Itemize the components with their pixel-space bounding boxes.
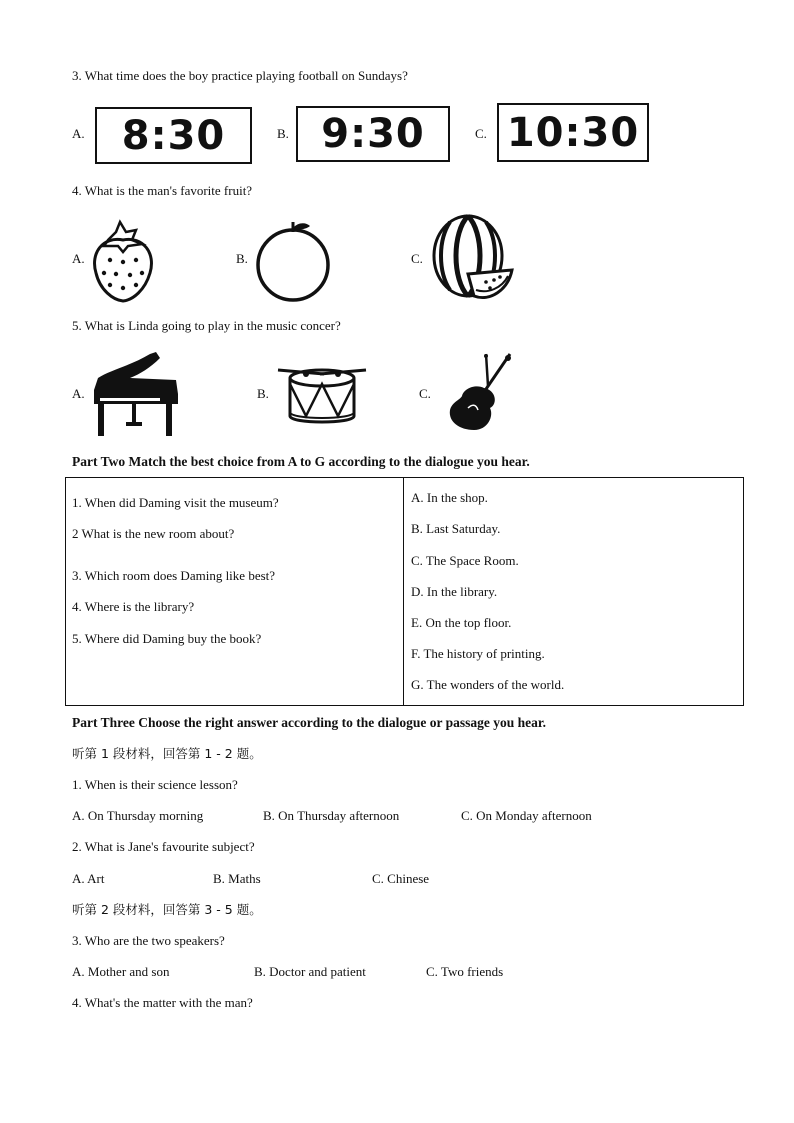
- match-question-5: 5. Where did Daming buy the book?: [72, 631, 262, 646]
- clock-10-30: 10:30: [497, 103, 649, 162]
- match-choice-b: B. Last Saturday.: [411, 521, 501, 536]
- p3-q1-option-b: B. On Thursday afternoon: [263, 808, 400, 823]
- match-question-1: 1. When did Daming visit the museum?: [72, 495, 279, 510]
- strawberry-icon: [88, 218, 158, 303]
- matching-table-divider: [403, 477, 404, 706]
- q3-option-a-label: A.: [72, 126, 85, 141]
- p3-q3-option-c: C. Two friends: [426, 964, 504, 979]
- q5-option-c-label: C.: [419, 386, 431, 401]
- q5-option-b-label: B.: [257, 386, 269, 401]
- match-choice-d: D. In the library.: [411, 584, 498, 599]
- clock-8-30: 8:30: [95, 107, 252, 164]
- p3-question-3: 3. Who are the two speakers?: [72, 933, 225, 948]
- section-1-instruction: 听第 1 段材料，回答第 1 - 2 题。: [72, 746, 262, 761]
- match-choice-e: E. On the top floor.: [411, 615, 512, 630]
- apple-icon: [252, 220, 334, 302]
- p3-question-4: 4. What's the matter with the man?: [72, 995, 253, 1010]
- section-2-instruction: 听第 2 段材料，回答第 3 - 5 题。: [72, 902, 262, 917]
- q5-question: 5. What is Linda going to play in the music concer?: [72, 318, 341, 333]
- q3-option-c-label: C.: [475, 126, 487, 141]
- p3-q3-option-a: A. Mother and son: [72, 964, 170, 979]
- p3-q3-option-b: B. Doctor and patient: [254, 964, 366, 979]
- clock-9-30: 9:30: [296, 106, 450, 162]
- match-question-2: 2 What is the new room about?: [72, 526, 235, 541]
- q4-option-a-label: A.: [72, 251, 85, 266]
- violin-icon: [440, 352, 516, 434]
- q3-option-b-label: B.: [277, 126, 289, 141]
- match-choice-g: G. The wonders of the world.: [411, 677, 565, 692]
- p3-q1-option-a: A. On Thursday morning: [72, 808, 204, 823]
- match-choice-f: F. The history of printing.: [411, 646, 545, 661]
- p3-q2-option-a: A. Art: [72, 871, 105, 886]
- q4-option-b-label: B.: [236, 251, 248, 266]
- watermelon-icon: [430, 212, 515, 304]
- q5-option-a-label: A.: [72, 386, 85, 401]
- matching-table: [65, 477, 744, 706]
- match-question-3: 3. Which room does Daming like best?: [72, 568, 276, 583]
- p3-q2-option-c: C. Chinese: [372, 871, 430, 886]
- p3-q2-option-b: B. Maths: [213, 871, 261, 886]
- piano-icon: [90, 350, 182, 438]
- p3-question-2: 2. What is Jane's favourite subject?: [72, 839, 255, 854]
- match-question-4: 4. Where is the library?: [72, 599, 195, 614]
- drum-icon: [276, 362, 368, 430]
- match-choice-a: A. In the shop.: [411, 490, 488, 505]
- p3-q1-option-c: C. On Monday afternoon: [461, 808, 592, 823]
- q4-question: 4. What is the man's favorite fruit?: [72, 183, 253, 198]
- q4-option-c-label: C.: [411, 251, 423, 266]
- part-three-heading: Part Three Choose the right answer according to the dialogue or passage you hear.: [72, 715, 546, 730]
- q3-question: 3. What time does the boy practice playing football on Sundays?: [72, 68, 408, 83]
- part-two-heading: Part Two Match the best choice from A to G according to the dialogue you hear.: [72, 454, 530, 469]
- p3-question-1: 1. When is their science lesson?: [72, 777, 238, 792]
- match-choice-c: C. The Space Room.: [411, 553, 519, 568]
